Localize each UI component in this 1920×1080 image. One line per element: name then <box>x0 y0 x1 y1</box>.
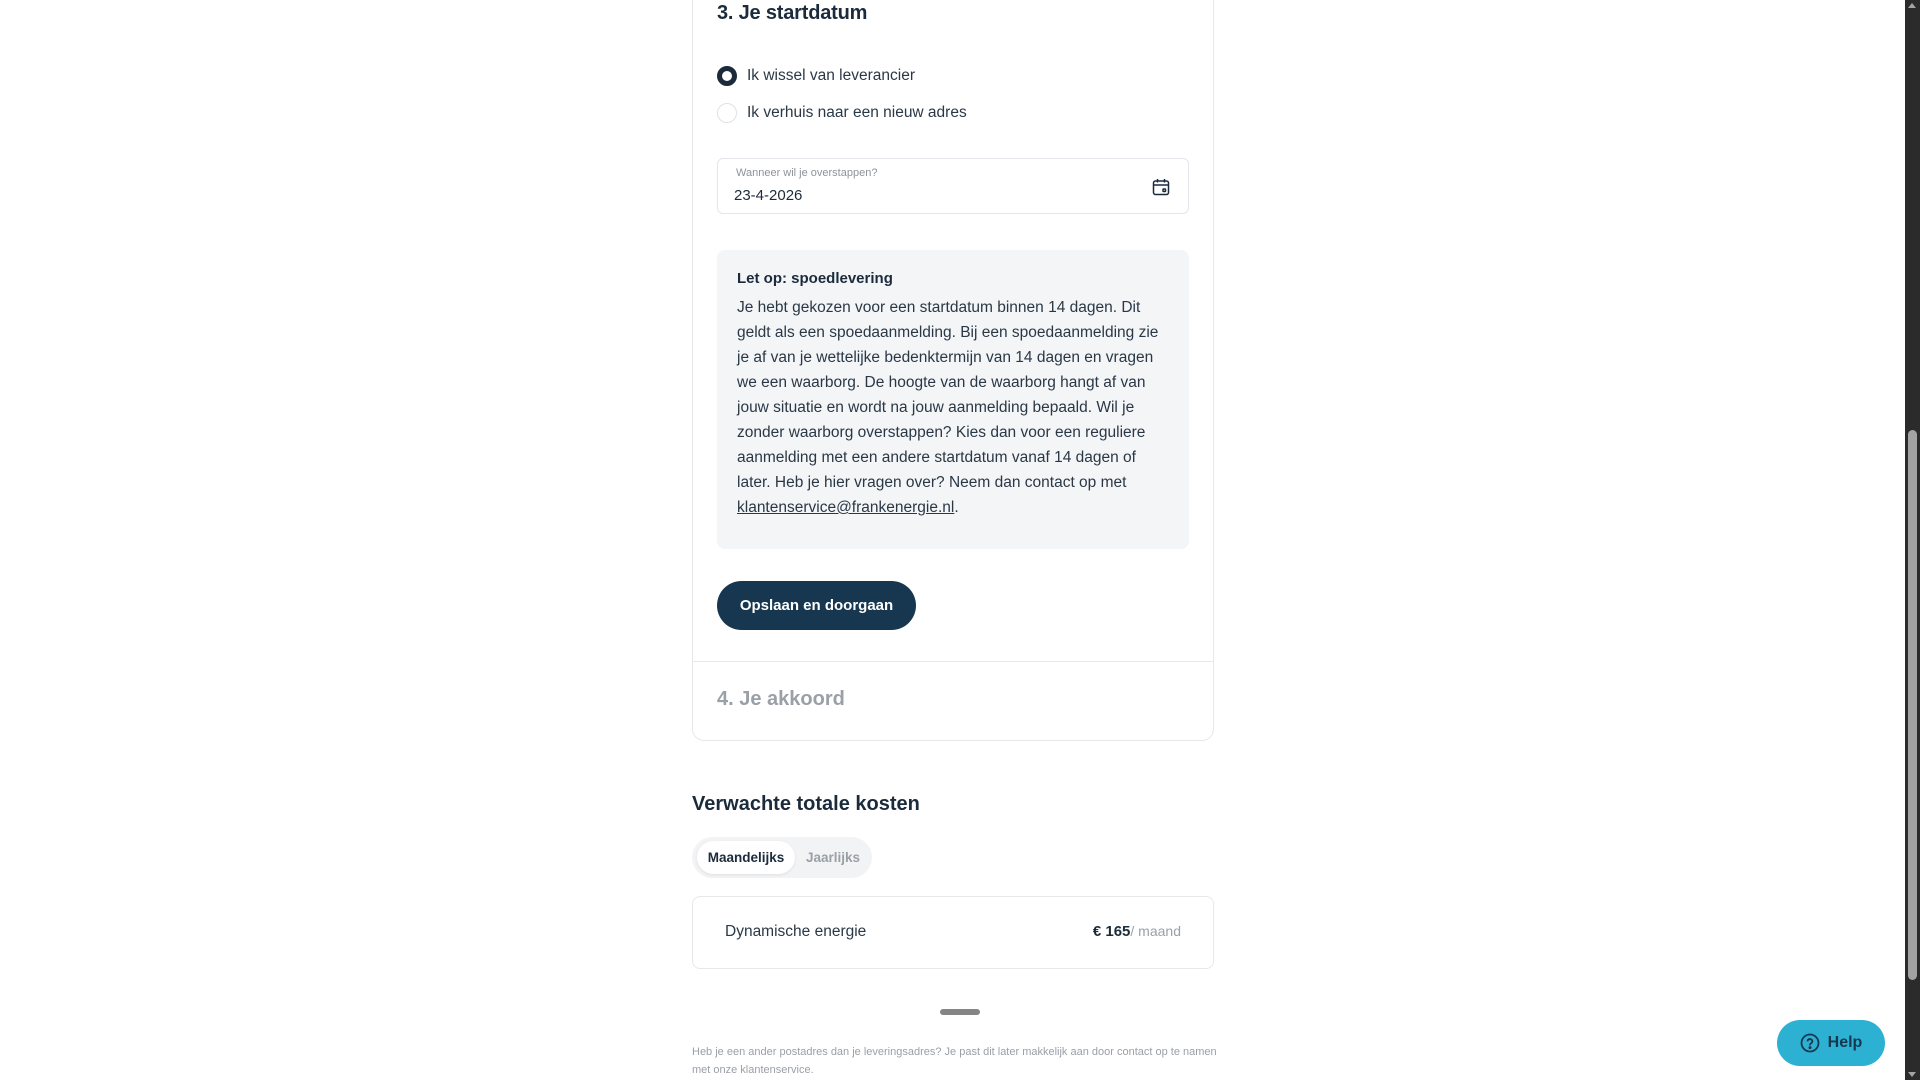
divider <box>693 661 1213 662</box>
radio-button-checked[interactable] <box>717 66 737 86</box>
scrollbar[interactable] <box>1905 0 1920 1080</box>
notice-text: Je hebt gekozen voor een startdatum binnen 14 dagen. Dit geldt als een spoedaanmelding. Bij een spoedaanmelding zie je af van je wettelijke bedenktermijn van 14 dagen en vragen we een waarborg. De hoogte van de waarborg hangt af van jouw situatie en wordt na jouw aanmelding bepaald. Wil je zonder waarborg overstappen? Kies dan voor een reguliere aanmelding met een andere startdatum vanaf 14 dagen of later. Heb je hier vragen over? Neem dan contact op met <box>737 299 1159 491</box>
scroll-up-arrow-icon[interactable] <box>1908 3 1916 8</box>
period-toggle <box>692 837 872 878</box>
cost-item-value <box>1093 923 1181 940</box>
cost-unit: / maand <box>1130 923 1181 939</box>
step-3-title: 3. Je startdatum <box>717 2 868 24</box>
cost-item-card <box>692 896 1214 969</box>
postal-address-note: Heb je een ander postadres dan je leveringsadres? Je past dit later makkelijk aan door contact op te namen met onze klantenservice. <box>692 1046 1217 1076</box>
cost-item-name: Dynamische energie <box>725 923 867 940</box>
notice-body <box>737 295 1169 520</box>
radio-button-unchecked[interactable] <box>717 103 737 123</box>
toggle-yearly[interactable]: Jaarlijks <box>798 841 868 874</box>
customer-service-email-link[interactable]: klantenservice@frankenergie.nl <box>737 499 955 516</box>
costs-title: Verwachte totale kosten <box>692 793 920 815</box>
notice-title: Let op: spoedlevering <box>737 270 893 287</box>
scrollbar-thumb[interactable] <box>1908 430 1917 980</box>
date-field-value[interactable]: 23-4-2026 <box>734 187 803 204</box>
radio-label: Ik verhuis naar een nieuw adres <box>747 104 967 121</box>
radio-switch-supplier[interactable] <box>717 66 915 86</box>
question-circle-icon <box>1800 1033 1820 1053</box>
calendar-icon[interactable] <box>1152 178 1170 196</box>
radio-label: Ik wissel van leverancier <box>747 67 915 84</box>
start-date-input[interactable] <box>717 158 1189 214</box>
date-field-label: Wanneer wil je overstappen? <box>736 167 878 179</box>
drag-handle[interactable] <box>940 1009 980 1015</box>
step-4-title[interactable]: 4. Je akkoord <box>717 688 845 710</box>
help-label: Help <box>1827 1034 1863 1051</box>
help-button[interactable] <box>1777 1020 1885 1066</box>
cost-amount: € 165 <box>1092 923 1131 940</box>
notice-end: . <box>954 499 959 516</box>
steps-card <box>692 0 1214 741</box>
save-and-continue-button[interactable]: Opslaan en doorgaan <box>717 581 916 630</box>
rush-delivery-notice <box>717 250 1189 549</box>
scroll-down-arrow-icon[interactable] <box>1908 1072 1916 1077</box>
toggle-monthly[interactable]: Maandelijks <box>697 841 795 874</box>
radio-moving[interactable] <box>717 103 967 123</box>
